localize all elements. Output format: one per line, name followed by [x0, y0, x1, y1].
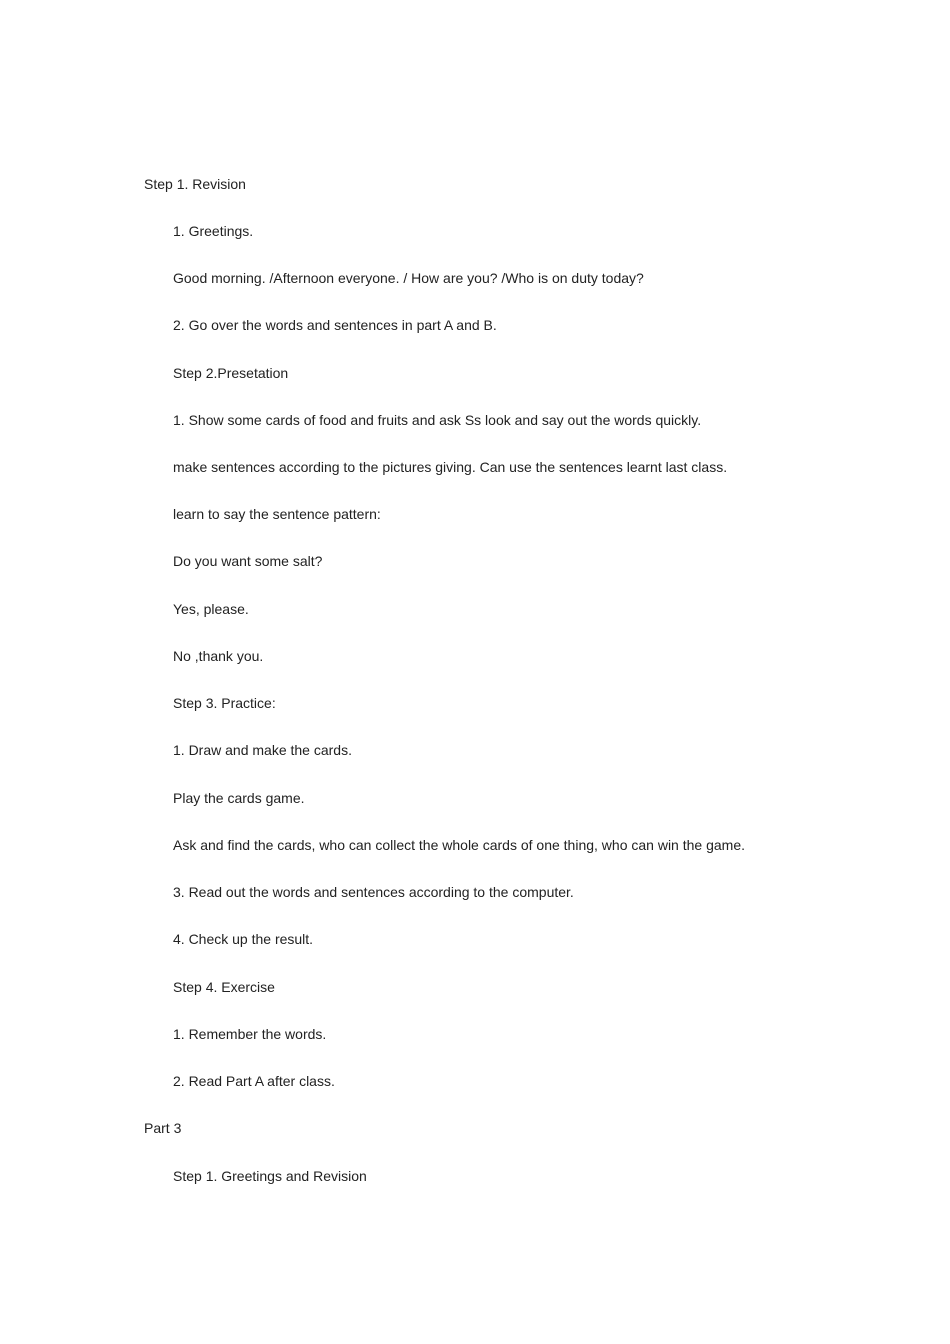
- text-line: learn to say the sentence pattern:: [173, 506, 381, 522]
- text-line: 3. Read out the words and sentences according to the computer.: [173, 884, 574, 900]
- text-line: 2. Go over the words and sentences in part A and B.: [173, 317, 497, 333]
- heading-part-3: Part 3: [144, 1120, 182, 1136]
- subheading-step-4: Step 4. Exercise: [173, 979, 275, 995]
- text-line: make sentences according to the pictures giving. Can use the sentences learnt last class.: [173, 459, 728, 475]
- text-line: Yes, please.: [173, 601, 249, 617]
- text-line: 1. Draw and make the cards.: [173, 742, 352, 758]
- text-line: 1. Greetings.: [173, 223, 254, 239]
- subheading-step-3: Step 3. Practice:: [173, 695, 276, 711]
- text-line: Good morning. /Afternoon everyone. / How are you? /Who is on duty today?: [173, 270, 644, 286]
- heading-step-1-revision: Step 1. Revision: [144, 176, 246, 192]
- subheading-step-2: Step 2.Presetation: [173, 365, 289, 381]
- text-line: 2. Read Part A after class.: [173, 1073, 335, 1089]
- text-line: Ask and find the cards, who can collect the whole cards of one thing, who can win the game.: [173, 837, 745, 853]
- text-line: 1. Remember the words.: [173, 1026, 327, 1042]
- text-line: 1. Show some cards of food and fruits and ask Ss look and say out the words quickly.: [173, 412, 702, 428]
- text-line: 4. Check up the result.: [173, 931, 314, 947]
- text-line: No ,thank you.: [173, 648, 264, 664]
- text-line: Play the cards game.: [173, 790, 305, 806]
- text-line: Do you want some salt?: [173, 553, 323, 569]
- subheading-step-1-greetings: Step 1. Greetings and Revision: [173, 1168, 367, 1184]
